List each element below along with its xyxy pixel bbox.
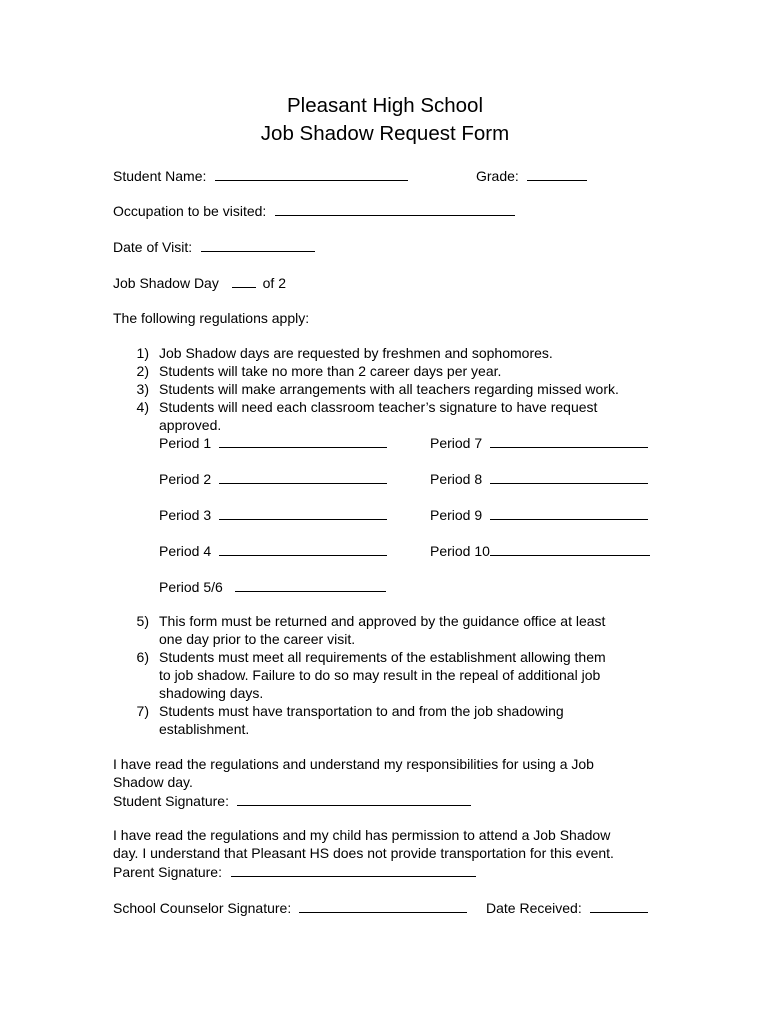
date-received-field[interactable] xyxy=(590,898,648,913)
regulation-item: Students will need each classroom teacher’s signature to have request xyxy=(159,399,598,415)
of-2-label: of 2 xyxy=(262,275,286,291)
student-signature-field[interactable] xyxy=(237,791,471,806)
counselor-signature-row xyxy=(113,898,467,917)
period-8-row xyxy=(430,469,648,488)
parent-signature-field[interactable] xyxy=(231,862,476,877)
period-7-label: Period 7 xyxy=(430,435,483,451)
student-signature-label: Student Signature: xyxy=(113,793,229,809)
period-2-signature-field[interactable] xyxy=(219,469,387,484)
grade-row xyxy=(476,166,587,185)
form-title: Job Shadow Request Form xyxy=(260,122,510,145)
period-3-signature-field[interactable] xyxy=(219,505,387,520)
occupation-field[interactable] xyxy=(275,201,515,216)
job-shadow-day-row xyxy=(113,273,286,292)
parent-ack-text: I have read the regulations and my child has permission to attend a Job Shadow xyxy=(113,827,611,843)
student-name-row xyxy=(113,166,408,185)
item-number: 2) xyxy=(136,363,149,379)
period-9-row xyxy=(430,505,648,524)
regulation-item: Students must meet all requirements of the establishment allowing them xyxy=(159,649,606,665)
regulations-intro: The following regulations apply: xyxy=(113,310,310,326)
school-name: Pleasant High School xyxy=(286,94,483,117)
period-1-row xyxy=(159,433,387,452)
regulation-item-continued: establishment. xyxy=(159,721,250,737)
regulation-item: Students will make arrangements with all teachers regarding missed work. xyxy=(159,381,619,397)
period-5-6-row xyxy=(159,577,386,596)
period-7-signature-field[interactable] xyxy=(490,433,648,448)
student-name-field[interactable] xyxy=(215,166,408,181)
period-1-signature-field[interactable] xyxy=(219,433,387,448)
job-shadow-day-field[interactable] xyxy=(232,273,256,288)
period-8-signature-field[interactable] xyxy=(490,469,648,484)
regulation-item: This form must be returned and approved by the guidance office at least xyxy=(159,613,606,629)
item-number: 3) xyxy=(136,381,149,397)
period-10-label: Period 10 xyxy=(430,543,490,559)
grade-field[interactable] xyxy=(527,166,587,181)
student-ack-text-continued: Shadow day. xyxy=(113,774,193,790)
item-number: 5) xyxy=(136,613,149,629)
parent-signature-row xyxy=(113,862,476,881)
regulation-item-continued: to job shadow. Failure to do so may result in the repeal of additional job xyxy=(159,667,601,683)
period-2-row xyxy=(159,469,387,488)
period-8-label: Period 8 xyxy=(430,471,483,487)
date-of-visit-label: Date of Visit: xyxy=(113,239,193,255)
occupation-label: Occupation to be visited: xyxy=(113,203,267,219)
date-of-visit-row xyxy=(113,237,315,256)
counselor-signature-field[interactable] xyxy=(299,898,467,913)
period-4-label: Period 4 xyxy=(159,543,212,559)
job-shadow-day-label: Job Shadow Day xyxy=(113,275,219,291)
date-received-row xyxy=(486,898,648,917)
student-signature-row xyxy=(113,791,471,810)
period-5-6-label: Period 5/6 xyxy=(159,579,223,595)
regulation-item: Job Shadow days are requested by freshmen and sophomores. xyxy=(159,345,553,361)
date-of-visit-field[interactable] xyxy=(201,237,315,252)
regulation-item: Students will take no more than 2 career days per year. xyxy=(159,363,502,379)
item-number: 6) xyxy=(136,649,149,665)
regulation-item-continued: approved. xyxy=(159,417,222,433)
regulation-item-continued: shadowing days. xyxy=(159,685,264,701)
period-4-row xyxy=(159,541,387,560)
period-9-signature-field[interactable] xyxy=(490,505,648,520)
period-1-label: Period 1 xyxy=(159,435,212,451)
parent-signature-label: Parent Signature: xyxy=(113,864,222,880)
period-10-row xyxy=(430,541,650,560)
period-5-6-signature-field[interactable] xyxy=(235,577,386,592)
period-2-label: Period 2 xyxy=(159,471,212,487)
period-4-signature-field[interactable] xyxy=(219,541,387,556)
period-9-label: Period 9 xyxy=(430,507,483,523)
occupation-row xyxy=(113,201,515,220)
student-name-label: Student Name: xyxy=(113,168,207,184)
date-received-label: Date Received: xyxy=(486,900,582,916)
counselor-signature-label: School Counselor Signature: xyxy=(113,900,292,916)
period-7-row xyxy=(430,433,648,452)
student-ack-text: I have read the regulations and understand my responsibilities for using a Job xyxy=(113,756,594,772)
regulation-item-continued: one day prior to the career visit. xyxy=(159,631,356,647)
item-number: 1) xyxy=(136,345,149,361)
grade-label: Grade: xyxy=(476,168,519,184)
period-3-label: Period 3 xyxy=(159,507,212,523)
parent-ack-text-continued: day. I understand that Pleasant HS does not provide transportation for this event. xyxy=(113,845,614,861)
regulation-item: Students must have transportation to and from the job shadowing xyxy=(159,703,564,719)
period-3-row xyxy=(159,505,387,524)
item-number: 4) xyxy=(136,399,149,415)
period-10-signature-field[interactable] xyxy=(490,541,650,556)
item-number: 7) xyxy=(136,703,149,719)
